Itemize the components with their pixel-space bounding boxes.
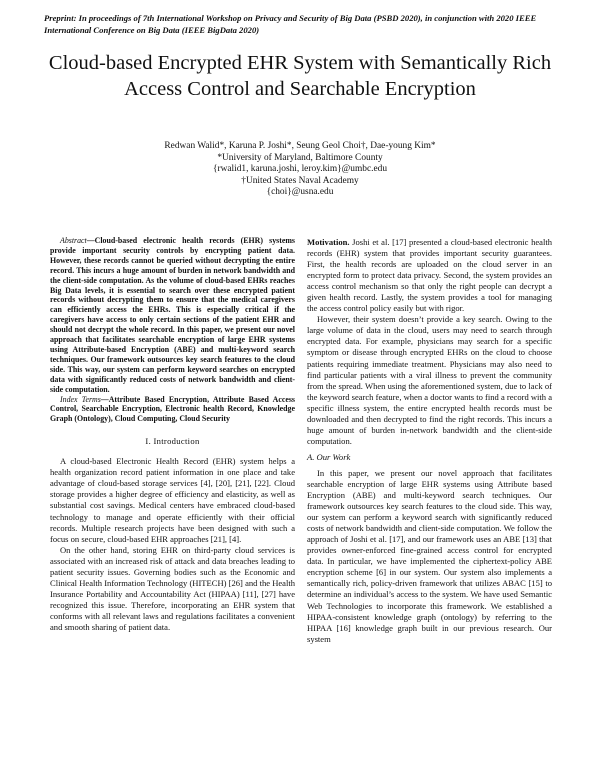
preprint-note: Preprint: In proceedings of 7th International Workshop on Privacy and Security of Big Data (PSBD 2020), in conjunction with 2020 IEEE International Conference on Big Data (IEEE BigData 2020) [44,13,537,35]
affiliation-1: *University of Maryland, Baltimore County [217,152,383,163]
abstract [50,236,295,395]
subsection-heading-our-work: A. Our Work [307,451,351,462]
abstract-text: —Cloud-based electronic health records (EHR) systems provide important security controls by encrypting patient data. However, these records cannot be queried without decrypting the entire record. This incurs a huge amount of burden in network bandwidth and the client-side computation. As the volume of cloud-based EHRs reaches Big Data levels, it is essential to search over these encrypted patient records without decrypting them to ensure that the medical caregivers can efficiently access the EHRs. This is especially critical if the caregivers have access to only certain sections of the patient EHR and should not decrypt the whole record. In this paper, we present our novel approach that facilitates searchable encryption of large EHR systems using Attribute-based Encryption (ABE) and multi-keyword search techniques. Our framework outsources key search features to the cloud side. This way, our system can perform keyword searches on encrypted data with significantly reduced costs of network bandwidth and client-side computation. [50,236,295,394]
our-work-paragraph-1: In this paper, we present our novel approach that facilitates searchable encryption of large EHR systems using Attribute based Encryption (ABE) and multi-keyword search techniques. Our framework outsources key search features to the cloud side. This way, our system can perform a keyword search with significantly reduced costs of network bandwidth and client-side computation. We follow the approach of Joshi et al. [17], and our framework uses an ABE [13] that provides owner-enforced fine-grained access control for encrypted data. In particular, we have implemented the ciphertext-policy ABE encryption scheme [6] in our system. Our system also implements a semantically rich, policy-driven framework that utilizes ABAC [15] to determine an individual’s access to the system. We have used Semantic Web Technologies to incorporate this framework. We established a HIPAA-consistent knowledge graph (ontology) by referring to the HIPAA [16] knowledge graph built in our previous research. Our system [307,467,552,644]
motivation-paragraph-2: However, their system doesn’t provide a key search. Owing to the large volume of data in the cloud, users may need to search through encrypted data. For example, physicians may search for a specific symptom or disease through encrypted EHRs on the cloud to choose patients requiring immediate treatment. Physicians may also need to find particular patients with a viral illness to prevent the community from the spread. When using the aforementioned system, due to lack of the keyword search feature, when a doctor wants to find a record with a specific illness system, the entire encrypted health records must be downloaded and then decrypted to find the right records. This incurs a huge amount of burden in-network bandwidth and the client-side computation. [307,314,552,446]
email-2: {choi}@usna.edu [266,187,334,198]
motivation-text: Joshi et al. [17] presented a cloud-based electronic health records (EHR) system that provides important security guarantees. First, the health records are uploaded on the cloud server in an encrypted form to protect data privacy. Second, the system provides an access control mechanism so that only the right people can decrypt a given health record. Lastly, the system provides a tool for managing the access control policy easily but with rigor. [307,237,553,314]
index-terms-text: —Attribute Based Encryption, Attribute Based Access Control, Searchable Encryption, Electronic health Record, Knowledge Graph (Ontology), Cloud Computing, Cloud Security [50,394,295,424]
section-heading-introduction: I. Introduction [145,436,200,447]
motivation-lead: Motivation. [307,237,350,247]
author-block [40,141,560,199]
right-column [307,237,552,645]
motivation-paragraph-1 [307,237,552,314]
intro-paragraph-1: A cloud-based Electronic Health Record (EHR) system helps a health organization record patient information in one place and take advantage of cloud-based storage services [4], [20], [21], [22]. Cloud storage provides a higher degree of efficiency and elasticity, as well as substantial cost savings. Medical centers have embraced cloud-based technology to manage and operate efficiently with their official records. Multiple research projects have been designed with such a focus on secure, cloud-based EHR approaches [21], [4]. [50,456,295,544]
abstract-label: Abstract [60,236,87,245]
index-terms [50,395,295,425]
paper-title: Cloud-based Encrypted EHR System with Semantically Rich Access Control and Searchable Encryption [48,52,552,100]
intro-paragraph-2: On the other hand, storing EHR on third-party cloud services is associated with an increased risk of attack and data breaches leading to patient security issues. Governing bodies such as the Economic and Clinical Health Information Technology (HITECH) [26] and the Health Insurance Portability and Accountability Act (HIPAA) [11], [27] have recognized this issue. Therefore, incorporating an EHR system that conforms with all relevant laws and regulations facilitates a convenient and smooth sharing of patient data. [50,544,295,632]
affiliation-2: †United States Naval Academy [241,175,359,186]
email-1: {rwalid1, karuna.joshi, leroy.kim}@umbc.edu [212,164,388,175]
left-column [50,236,295,633]
author-names: Redwan Walid*, Karuna P. Joshi*, Seung Geol Choi†, Dae-young Kim* [164,141,436,151]
index-terms-label: Index Terms [60,394,101,404]
